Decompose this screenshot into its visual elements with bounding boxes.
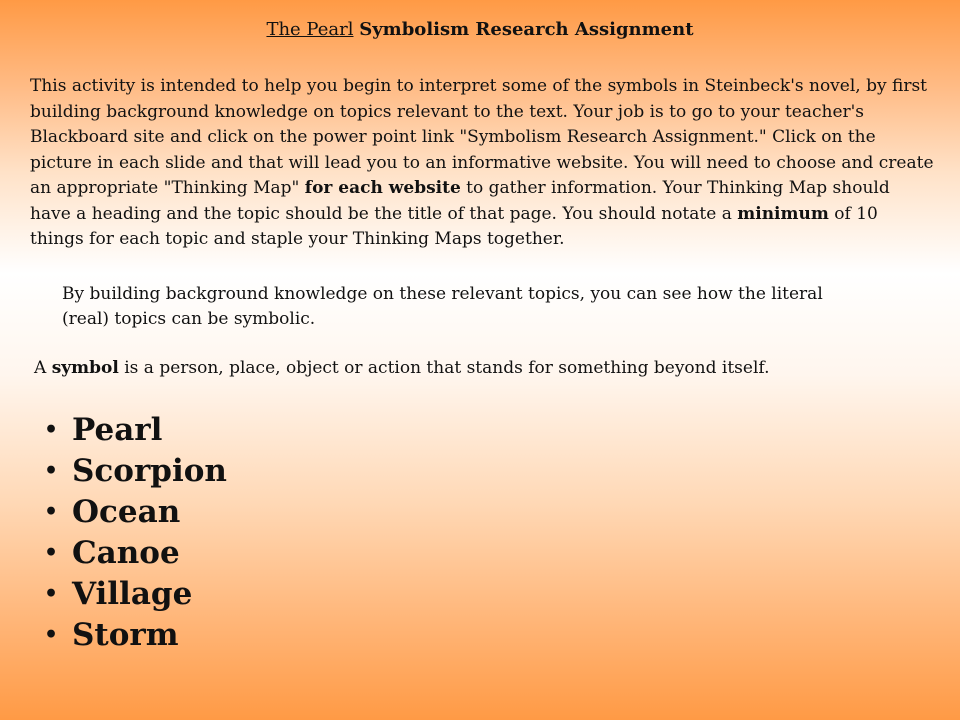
instructions-text-2: to gather information. Your Thinking Map should have a heading and the topic should be the title of that page. You should notate a [30, 178, 890, 224]
topic-label: Storm [72, 617, 179, 653]
bullet-icon: • [44, 417, 59, 443]
topic-label: Ocean [72, 494, 181, 530]
topic-label: Village [72, 576, 193, 612]
instructions-emphasis-each-website: for each website [304, 178, 461, 198]
topic-item-village [44, 574, 227, 615]
bullet-icon: • [44, 622, 59, 648]
topic-list [44, 410, 227, 656]
background-knowledge-note: By building background knowledge on these relevant topics, you can see how the literal (real) topics can be symbolic. [62, 284, 823, 329]
instructions-emphasis-minimum: minimum [737, 203, 829, 224]
instructions-text-3: of 10 things for each topic and staple your Thinking Maps together. [30, 203, 878, 249]
topic-label: Scorpion [72, 453, 227, 489]
definition-prefix: A [34, 358, 52, 378]
topic-label: Pearl [72, 412, 163, 448]
instructions-paragraph [30, 74, 935, 253]
bullet-icon: • [44, 581, 59, 607]
bullet-icon: • [44, 499, 59, 525]
assignment-title: Symbolism Research Assignment [359, 19, 694, 40]
definition-term: symbol [51, 358, 119, 378]
topic-item-pearl [44, 410, 227, 451]
topic-label: Canoe [72, 535, 180, 571]
topic-item-scorpion [44, 451, 227, 492]
bullet-icon: • [44, 540, 59, 566]
definition-text: is a person, place, object or action that stands for something beyond itself. [118, 358, 770, 378]
symbol-definition [34, 356, 934, 381]
instructions-text-1: This activity is intended to help you begin to interpret some of the symbols in Steinbeck's novel, by first building background knowledge on topics relevant to the text. Your job is to go to your teacher's Blackboard site and click on the power point link "Symbolism Research Assignment." Click on the picture in each slide and that will lead you to an informative website. You will need to choose and create an appropriate "Thinking Map" [30, 76, 934, 198]
book-title: The Pearl [266, 19, 354, 40]
bullet-icon: • [44, 458, 59, 484]
page-title [0, 18, 960, 42]
topic-item-storm [44, 615, 227, 656]
topic-item-ocean [44, 492, 227, 533]
topic-item-canoe [44, 533, 227, 574]
